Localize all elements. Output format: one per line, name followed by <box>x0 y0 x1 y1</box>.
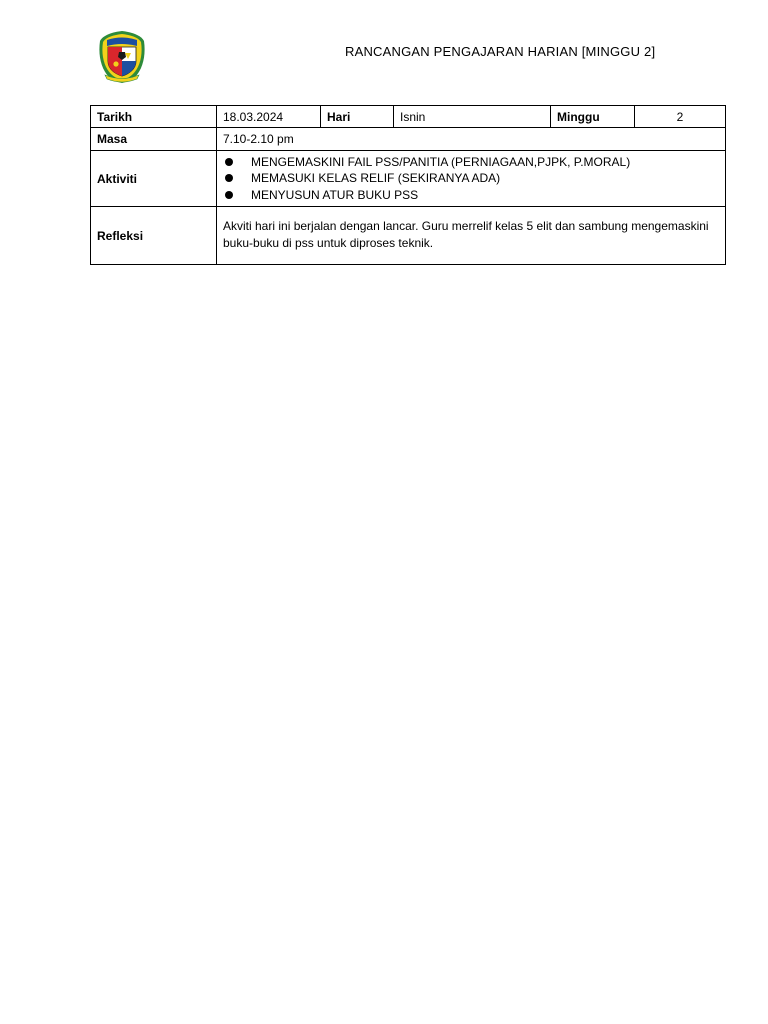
hari-label: Hari <box>321 106 394 128</box>
list-item <box>223 170 719 187</box>
table-row-masa <box>91 128 726 151</box>
hari-value: Isnin <box>394 106 551 128</box>
table-row-refleksi <box>91 207 726 265</box>
aktiviti-list-cell <box>217 151 726 207</box>
table-row-aktiviti <box>91 151 726 207</box>
masa-label: Masa <box>91 128 217 151</box>
list-item-text: MEMASUKI KELAS RELIF (SEKIRANYA ADA) <box>251 171 501 186</box>
list-item-text: MENYUSUN ATUR BUKU PSS <box>251 187 419 202</box>
school-crest-icon <box>97 29 147 84</box>
list-item <box>223 187 719 204</box>
aktiviti-list <box>223 154 719 204</box>
page-title: RANCANGAN PENGAJARAN HARIAN [MINGGU 2] <box>345 44 656 59</box>
lesson-plan-table <box>90 105 726 265</box>
table-row-tarikh <box>91 106 726 128</box>
tarikh-label: Tarikh <box>91 106 217 128</box>
bullet-icon <box>225 158 233 166</box>
refleksi-label: Refleksi <box>91 207 217 265</box>
bullet-icon <box>225 191 233 199</box>
list-item <box>223 154 719 171</box>
minggu-value: 2 <box>635 106 726 128</box>
minggu-label: Minggu <box>551 106 635 128</box>
refleksi-value: Akviti hari ini berjalan dengan lancar. Guru merrelif kelas 5 elit dan sambung mengemaskini buku-buku di pss untuk diproses teknik. <box>217 207 726 265</box>
aktiviti-label: Aktiviti <box>91 151 217 207</box>
list-item-text: MENGEMASKINI FAIL PSS/PANITIA (PERNIAGAAN,PJPK, P.MORAL) <box>251 154 631 169</box>
masa-value: 7.10-2.10 pm <box>217 128 726 151</box>
bullet-icon <box>225 174 233 182</box>
tarikh-value: 18.03.2024 <box>217 106 321 128</box>
